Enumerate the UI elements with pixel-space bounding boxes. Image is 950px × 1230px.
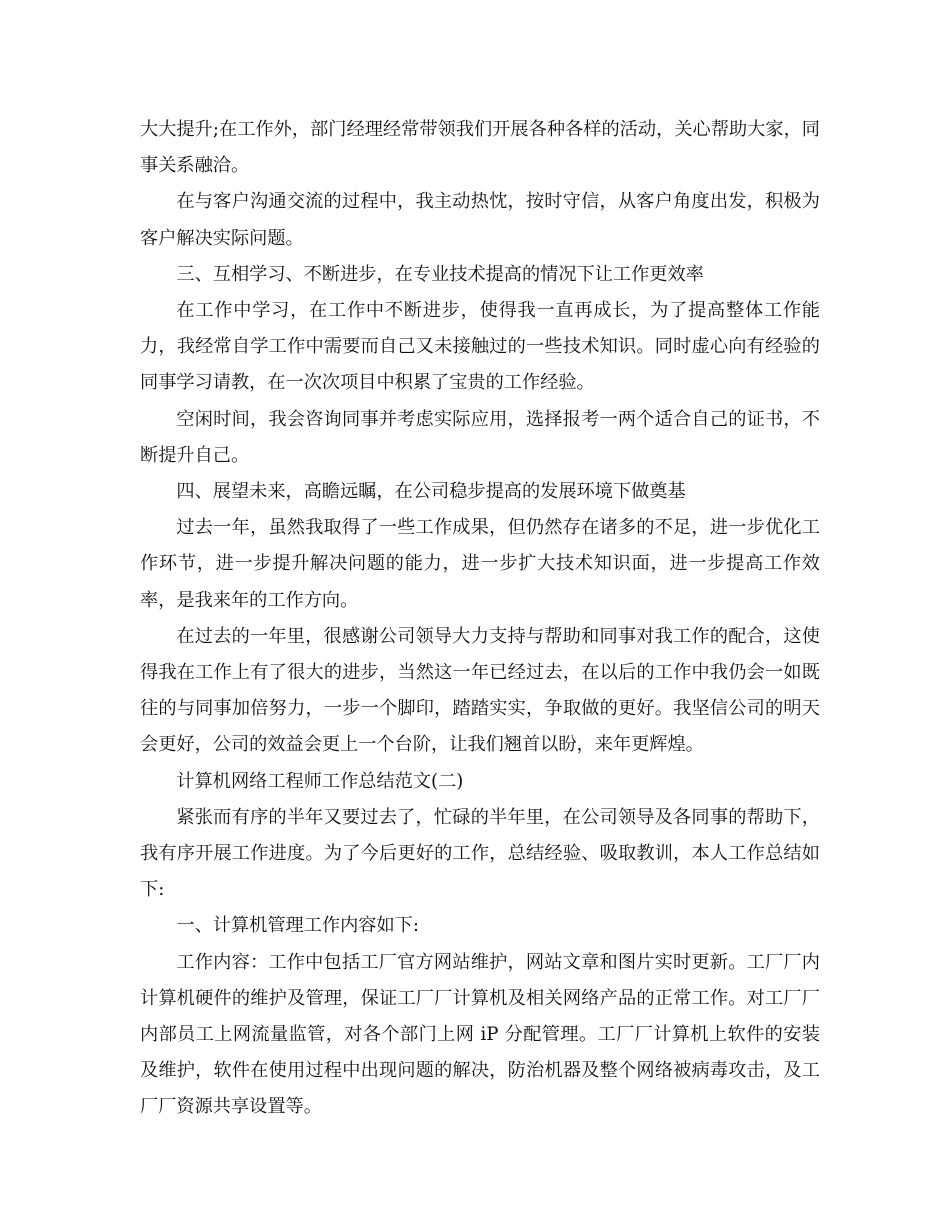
paragraph-spare-time: 空闲时间，我会咨询同事并考虑实际应用，选择报考一两个适合自己的证书，不断提升自己。 — [140, 408, 820, 466]
section-heading-4: 四、展望未来，高瞻远瞩，在公司稳步提高的发展环境下做奠基 — [176, 481, 686, 503]
paragraph-intro-2: 紧张而有序的半年又要过去了，忙碌的半年里，在公司领导及各同事的帮助下，我有序开展工作进度。为了今后更好的工作，总结经验、吸取教训，本人工作总结如下: — [140, 806, 820, 901]
paragraph-continuation: 大大提升;在工作外，部门经理经常带领我们开展各种各样的活动，关心帮助大家，同事关系融洽。 — [140, 119, 820, 177]
document-subtitle: 计算机网络工程师工作总结范文(二) — [176, 770, 464, 792]
paragraph-learning: 在工作中学习，在工作中不断进步，使得我一直再成长，为了提高整体工作能力，我经常自学工作中需要而自己又未接触过的一些技术知识。同时虚心向有经验的同事学习请教，在一次次项目中积累了宝贵的工作经验。 — [140, 300, 820, 394]
paragraph-customer-communication: 在与客户沟通交流的过程中，我主动热忱，按时守信，从客户角度出发，积极为客户解决实际问题。 — [140, 191, 820, 249]
paragraph-past-year: 过去一年，虽然我取得了一些工作成果，但仍然存在诸多的不足，进一步优化工作环节，进一步提升解决问题的能力，进一步扩大技术知识面，进一步提高工作效率，是我来年的工作方向。 — [140, 517, 820, 611]
paragraph-work-content: 工作内容：工作中包括工厂官方网站维护，网站文章和图片实时更新。工厂厂内计算机硬件的维护及管理，保证工厂厂计算机及相关网络产品的正常工作。对工厂厂内部员工上网流量监管，对各个部门上网 iP 分配管理。工厂厂计算机上软件的安装及维护，软件在使用过程中出现问题的解决，防治机器及整个网络被病毒攻击，及工厂厂资源共享设置等。 — [140, 951, 820, 1118]
document-body — [140, 112, 820, 1126]
section-heading-3: 三、互相学习、不断进步，在专业技术提高的情况下让工作更效率 — [176, 263, 704, 285]
section-heading-1: 一、计算机管理工作内容如下: — [176, 915, 419, 937]
paragraph-thanks: 在过去的一年里，很感谢公司领导大力支持与帮助和同事对我工作的配合，这使得我在工作上有了很大的进步，当然这一年已经过去，在以后的工作中我仍会一如既往的与同事加倍努力，一步一个脚印，踏踏实实，争取做的更好。我坚信公司的明天会更好，公司的效益会更上一个台阶，让我们翘首以盼，来年更辉煌。 — [140, 625, 820, 756]
